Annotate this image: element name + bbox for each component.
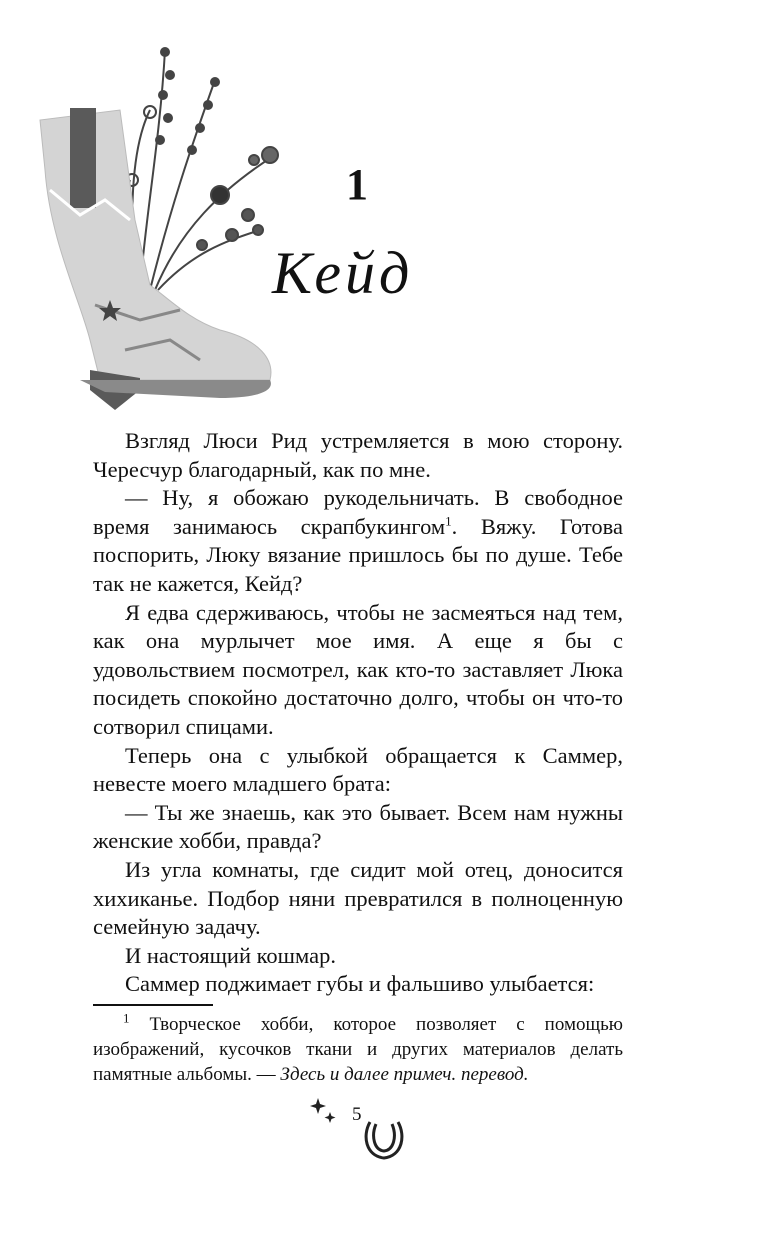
paragraph: И настоящий кошмар. (125, 942, 336, 968)
page-footer-ornament (300, 1090, 420, 1170)
footnote-divider (93, 1004, 213, 1006)
paragraph: Теперь она с улыбкой обращается к Саммер, невесте моего младшего брата: (93, 742, 623, 797)
sparkle-icon (310, 1098, 336, 1123)
paragraph: Саммер поджимает губы и фальшиво улыбается: (125, 971, 595, 997)
footnote (93, 1012, 623, 1087)
footnote-text: Творческое хобби, которое позволяет с помощью изображений, кусочков ткани и других материалов делать памятные альбомы. — (93, 1014, 623, 1085)
footnote-marker: 1 (123, 1010, 130, 1026)
footnote-translator-note: Здесь и далее примеч. перевод. (280, 1064, 529, 1085)
paragraph: Взгляд Люси Рид устремляется в мою сторону. Чересчур благодарный, как по мне. (93, 428, 623, 482)
horseshoe-icon (366, 1122, 402, 1158)
boot-bouquet-illustration (20, 40, 290, 420)
wildflower-bouquet-icon (124, 48, 278, 290)
body-text (93, 427, 623, 999)
paragraph-text-continued: . Вяжу. Готова поспорить, Люку вязание пришлось бы по душе. Тебе так не кажется, Кейд? (93, 513, 623, 596)
paragraph (93, 484, 623, 598)
chapter-title: Кейд (272, 240, 414, 306)
paragraph: Я едва сдерживаюсь, чтобы не засмеяться над тем, как она мурлычет мое имя. А еще я бы с удовольствием посмотрел, как кто-то заставляет Люка посидеть спокойно достаточно долго, чтобы он что-то сотворил спицами. (93, 599, 623, 739)
chapter-number: 1 (346, 160, 368, 209)
page-number: 5 (352, 1104, 362, 1125)
paragraph-text: — Ну, я обожаю рукодельничать. В свободное время занимаюсь скрапбукингом (93, 485, 623, 539)
paragraph: Из угла комнаты, где сидит мой отец, доносится хихиканье. Подбор няни превратился в полноценную семейную задачу. (93, 856, 623, 940)
paragraph: — Ты же знаешь, как это бывает. Всем нам нужны женские хобби, правда? (93, 799, 623, 854)
footnote-reference[interactable]: 1 (445, 513, 452, 529)
